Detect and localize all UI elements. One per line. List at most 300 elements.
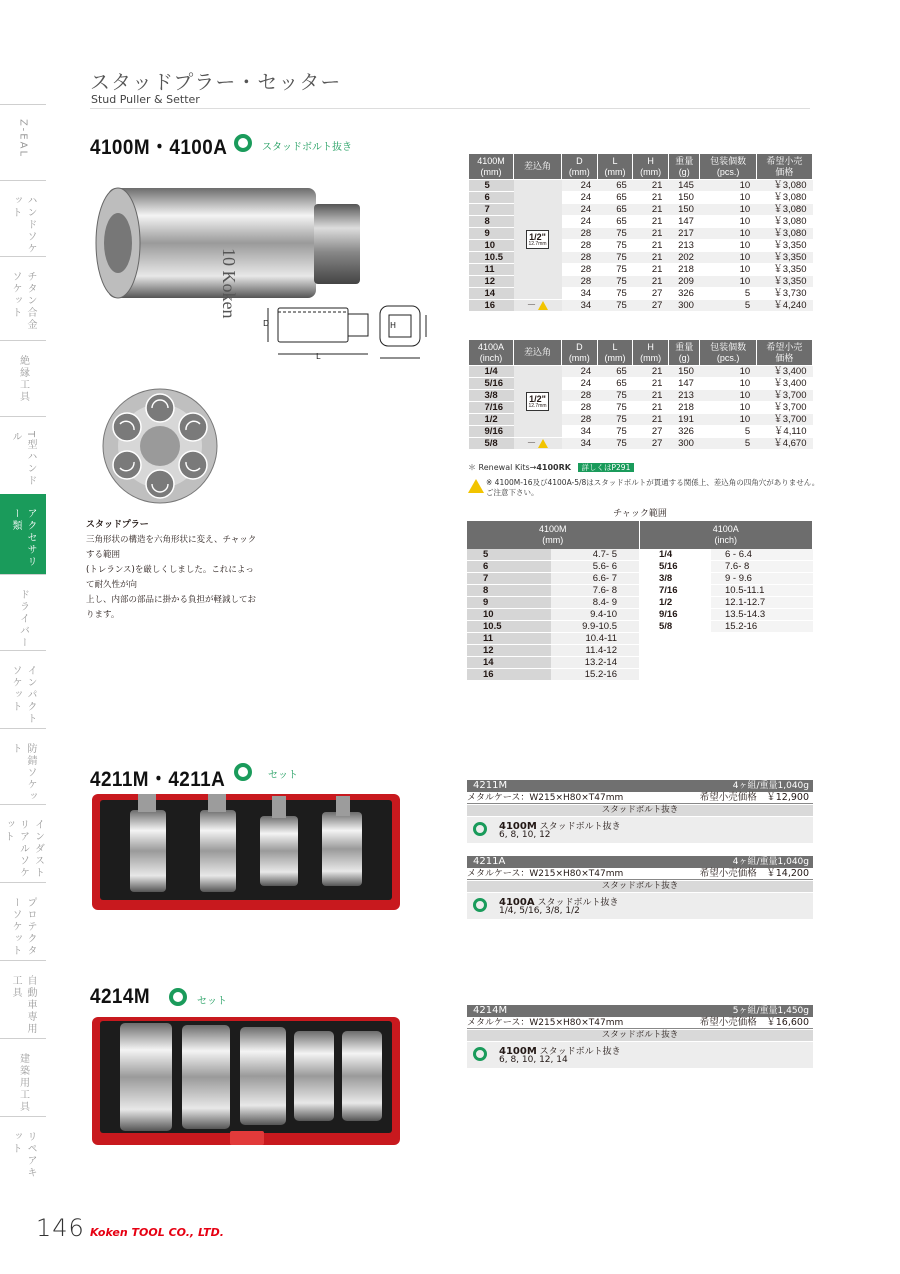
sidebar-tab[interactable] [0,960,46,1038]
chuck-size: 1/4 [639,549,711,561]
set-item-label: スタッドボルト抜き [539,822,621,832]
value-cell: 24 [562,378,598,390]
sidebar-tab-label: チタン合金ソケット [10,271,36,331]
category-sidebar [0,104,46,1179]
chuck-size: 11 [467,633,551,645]
size-cell: 12 [469,276,514,288]
sidebar-tab-label: ハンドソケット [10,195,36,255]
size-cell: 1/4 [469,366,514,378]
chuck-range: 9.4-10 [551,609,639,621]
size-cell: 5 [469,180,514,192]
set-code: 4211A [473,856,506,867]
value-cell: ￥4,670 [756,438,812,450]
table-row [467,669,813,681]
chuck-size: 10.5 [467,621,551,633]
page-subtitle: Stud Puller & Setter [91,93,200,106]
value-cell: 21 [633,264,669,276]
set-section-label: スタッドボルト抜き [467,805,813,816]
value-cell: 21 [633,216,669,228]
value-cell: 21 [633,204,669,216]
value-cell: 150 [668,366,700,378]
sidebar-tab-label: アクセサリー類 [10,508,36,568]
value-cell: 213 [668,390,700,402]
value-cell: ￥3,700 [756,390,812,402]
table-row [467,609,813,621]
warning-icon [538,301,548,310]
warning-line-2: ご注意下さい。 [486,488,539,497]
green-ring-icon [234,763,252,781]
set-contents [467,1042,813,1068]
sidebar-tab[interactable] [0,416,46,494]
chuck-head-a: 4100A (inch) [639,521,813,549]
column-header: 重量 (g) [668,340,700,366]
brand-logo: Koken TOOL CO., LTD. [90,1226,224,1239]
chuck-range: 12.1-12.7 [711,597,813,609]
chuck-head-m: 4100M (mm) [467,521,639,549]
chuck-size: 16 [467,669,551,681]
size-cell: 10 [469,240,514,252]
value-cell: 10 [700,366,756,378]
value-cell: ￥3,080 [756,204,812,216]
value-cell: 10 [700,378,756,390]
green-ring-icon [473,898,487,912]
value-cell: 24 [562,180,598,192]
value-cell: ￥3,350 [756,240,812,252]
value-cell: ￥3,080 [756,192,812,204]
value-cell: 218 [668,264,700,276]
column-header: 希望小売 価格 [756,340,812,366]
set-case: メタルケース：W215×H80×T47mm [467,793,624,803]
table-row [467,657,813,669]
chuck-size: 5/16 [639,561,711,573]
chuck-range: 10.4-11 [551,633,639,645]
set-4214-case-photo [90,1013,403,1155]
column-header: 差込角 [514,340,562,366]
set-case-row [467,868,813,880]
size-cell: 10.5 [469,252,514,264]
column-header: 包装個数 (pcs.) [700,154,756,180]
set-price: 希望小売価格 ￥12,900 [699,792,809,803]
sidebar-tab-label: 建築用工具 [17,1053,29,1113]
value-cell: ￥3,350 [756,252,812,264]
value-cell: 28 [562,252,598,264]
column-header: H (mm) [633,154,669,180]
value-cell: 75 [597,414,633,426]
value-cell: 27 [633,438,669,450]
sidebar-tab-label: プロテクターソケット [10,897,36,957]
value-cell: 10 [700,228,756,240]
sidebar-tab[interactable] [0,104,46,180]
sidebar-tab[interactable] [0,1116,46,1186]
sidebar-tab[interactable] [0,650,46,728]
column-header: 包装個数 (pcs.) [700,340,756,366]
sidebar-tab[interactable] [0,494,46,574]
value-cell: 10 [700,192,756,204]
value-cell: 21 [633,378,669,390]
value-cell: 147 [668,216,700,228]
value-cell: 65 [597,192,633,204]
chuck-range: 7.6- 8 [711,561,813,573]
set-contents [467,893,813,919]
value-cell: 75 [597,264,633,276]
value-cell: 28 [562,276,598,288]
chuck-size: 5/8 [639,621,711,633]
value-cell: 300 [668,438,700,450]
dim-h-label: H [390,321,397,330]
chuck-range: 6.6- 7 [551,573,639,585]
value-cell: 150 [668,192,700,204]
green-ring-icon [234,134,252,152]
chuck-size: 9/16 [639,609,711,621]
value-cell: 21 [633,276,669,288]
value-cell: 28 [562,402,598,414]
value-cell: 5 [700,438,756,450]
sidebar-tab-label: インダストリアルソケット [2,819,44,879]
dim-d-label: D [263,319,270,328]
drive-square-icon: 1/2" 12.7mm [528,232,547,247]
value-cell: 27 [633,288,669,300]
drive-cell-none: － [514,300,562,312]
value-cell: 34 [562,300,598,312]
value-cell: ￥3,080 [756,180,812,192]
value-cell: 75 [597,240,633,252]
product-model-4211: 4211M・4211A [90,768,226,791]
column-header: 希望小売 価格 [756,154,812,180]
set-price: 希望小売価格 ￥16,600 [699,1017,809,1028]
size-cell: 1/2 [469,414,514,426]
sidebar-tab[interactable] [0,728,46,804]
value-cell: 300 [668,300,700,312]
warning-note [486,478,819,498]
column-header: 重量 (g) [668,154,700,180]
size-cell: 6 [469,192,514,204]
table-row [467,621,813,633]
chuck-range-table [467,521,813,681]
value-cell: 75 [597,390,633,402]
value-cell: 75 [597,300,633,312]
chuck-size: 12 [467,645,551,657]
warning-icon [468,479,484,493]
value-cell: 75 [597,402,633,414]
value-cell: 34 [562,438,598,450]
sidebar-tab-label: リペアキット [10,1131,36,1179]
value-cell: 150 [668,204,700,216]
value-cell: ￥3,700 [756,414,812,426]
sidebar-tab-label: Z-EAL [17,119,29,159]
column-header: 差込角 [514,154,562,180]
table-row [467,549,813,561]
page-number: 146 [36,1214,85,1242]
value-cell: ￥4,240 [756,300,812,312]
set-item-code: 4100M [499,821,537,832]
value-cell: 191 [668,414,700,426]
value-cell: 10 [700,204,756,216]
size-cell: 16 [469,300,514,312]
value-cell: 28 [562,264,598,276]
sidebar-tab-label: T型ハンドル [10,431,36,488]
chuck-range: 5.6- 6 [551,561,639,573]
chuck-size: 3/8 [639,573,711,585]
value-cell: 21 [633,366,669,378]
green-ring-icon [473,822,487,836]
chuck-size: 9 [467,597,551,609]
description-line: (トレランス)を厳しくしました。これによって耐久性が向 [86,565,254,590]
value-cell: 28 [562,414,598,426]
set-sizes: 6, 8, 10, 12 [499,830,551,840]
chuck-size: 1/2 [639,597,711,609]
warning-line-1: ※ 4100M-16及び4100A-5/8はスタッドボルトが貫通する関係上、差込角の四角穴がありません。 [486,478,820,487]
product-model-4100: 4100M・4100A [90,136,228,159]
chuck-size: 10 [467,609,551,621]
spec-table-4100a [468,339,813,450]
size-cell: 7/16 [469,402,514,414]
drive-cell [514,180,562,300]
chuck-range: 9 - 9.6 [711,573,813,585]
set-header [467,856,813,868]
value-cell: 10 [700,240,756,252]
size-cell: 11 [469,264,514,276]
description-title: スタッドプラー [86,520,149,530]
chuck-size: 7 [467,573,551,585]
value-cell: 65 [597,204,633,216]
value-cell: 326 [668,288,700,300]
value-cell: 218 [668,402,700,414]
set-case: メタルケース：W215×H80×T47mm [467,1018,624,1028]
value-cell: 145 [668,180,700,192]
set-item-code: 4100A [499,897,535,908]
table-row [467,561,813,573]
description-line: 三角形状の構造を六角形状に変え、チャックする範囲 [86,535,257,560]
value-cell: ￥3,730 [756,288,812,300]
drive-cell [514,366,562,438]
value-cell: 75 [597,276,633,288]
value-cell: 24 [562,204,598,216]
dim-l-label: L [316,352,321,361]
value-cell: ￥3,700 [756,402,812,414]
table-row [467,585,813,597]
sidebar-tab[interactable] [0,256,46,340]
product-type-label: セット [197,996,227,1007]
sidebar-tab[interactable] [0,574,46,650]
value-cell: ￥3,080 [756,228,812,240]
value-cell: 21 [633,228,669,240]
table-row [469,180,813,192]
column-header: L (mm) [597,340,633,366]
value-cell: 10 [700,216,756,228]
value-cell: 10 [700,180,756,192]
chuck-size: 14 [467,657,551,669]
sidebar-tab-label: ドライバー [17,589,29,649]
value-cell: 213 [668,240,700,252]
chuck-range-title: チャック範囲 [613,509,667,519]
drive-square-icon: 1/2" 12.7mm [528,394,547,409]
column-header: D (mm) [562,340,598,366]
set-code: 4214M [473,1005,508,1016]
set-item-label: スタッドボルト抜き [539,1047,621,1057]
set-contents [467,817,813,843]
renewal-link[interactable]: 詳しくはP291 [578,463,635,472]
table-row [469,438,813,450]
chuck-size: 7/16 [639,585,711,597]
set-case-row [467,792,813,804]
header-rule [90,108,810,109]
value-cell: 65 [597,366,633,378]
table-row [467,573,813,585]
sidebar-tab-label: 絶縁工具 [17,355,29,403]
value-cell: ￥3,350 [756,264,812,276]
chuck-range: 8.4- 9 [551,597,639,609]
chuck-size: 8 [467,585,551,597]
page-title: スタッドプラー・セッター [90,70,342,94]
size-cell: 3/8 [469,390,514,402]
chuck-size: 6 [467,561,551,573]
description-line: 上し、内部の部品に掛かる負担が軽減しております。 [86,595,257,620]
value-cell: 21 [633,390,669,402]
sidebar-tab-label: 自動車専用工具 [10,975,36,1035]
value-cell: 21 [633,240,669,252]
size-cell: 8 [469,216,514,228]
set-header [467,1005,813,1017]
value-cell: 75 [597,288,633,300]
spec-table-4100m [468,153,813,312]
table-row [467,633,813,645]
size-cell: 7 [469,204,514,216]
chuck-cross-section-diagram [100,386,220,506]
value-cell: 28 [562,240,598,252]
value-cell: 10 [700,414,756,426]
table-header-row [469,154,813,180]
column-header: 4100M (mm) [469,154,514,180]
set-header [467,780,813,792]
value-cell: 21 [633,252,669,264]
product-description [86,518,262,623]
value-cell: 10 [700,252,756,264]
sidebar-tab[interactable] [0,180,46,256]
sidebar-tab[interactable] [0,340,46,416]
svg-text:10 Koken: 10 Koken [219,248,239,319]
product-type-label: セット [268,770,298,781]
value-cell: 27 [633,300,669,312]
value-cell: 326 [668,426,700,438]
value-cell: 10 [700,402,756,414]
set-count: 5ヶ組/重量1,450g [732,1006,809,1016]
product-model-4214: 4214M [90,985,151,1008]
set-item-code: 4100M [499,1046,537,1057]
value-cell: 5 [700,288,756,300]
size-cell: 14 [469,288,514,300]
value-cell: 21 [633,414,669,426]
value-cell: 65 [597,378,633,390]
value-cell: ￥3,400 [756,366,812,378]
value-cell: 209 [668,276,700,288]
green-ring-icon [169,988,187,1006]
value-cell: 28 [562,390,598,402]
value-cell: 5 [700,426,756,438]
value-cell: 34 [562,426,598,438]
value-cell: 65 [597,216,633,228]
value-cell: 5 [700,300,756,312]
renewal-kit-code: 4100RK [536,463,571,472]
value-cell: 21 [633,402,669,414]
sidebar-tab-label: 防錆ソケット [10,743,36,803]
set-case-row [467,1017,813,1029]
size-cell: 5/8 [469,438,514,450]
value-cell: 75 [597,426,633,438]
set-count: 4ヶ組/重量1,040g [732,781,809,791]
column-header: 4100A (inch) [469,340,514,366]
set-item-label: スタッドボルト抜き [537,898,619,908]
renewal-kits-note [468,462,634,473]
set-sizes: 1/4, 5/16, 3/8, 1/2 [499,906,580,916]
value-cell: ￥3,350 [756,276,812,288]
value-cell: 202 [668,252,700,264]
chuck-range: 15.2-16 [551,669,639,681]
chuck-size: 5 [467,549,551,561]
product-type-label: スタッドボルト抜き [262,142,352,153]
value-cell: 75 [597,228,633,240]
value-cell: 34 [562,288,598,300]
value-cell: 75 [597,252,633,264]
value-cell: 21 [633,192,669,204]
set-section-label: スタッドボルト抜き [467,881,813,892]
value-cell: 28 [562,228,598,240]
set-sizes: 6, 8, 10, 12, 14 [499,1055,568,1065]
set-section-label: スタッドボルト抜き [467,1030,813,1041]
chuck-range: 4.7- 5 [551,549,639,561]
value-cell: 27 [633,426,669,438]
value-cell: 21 [633,180,669,192]
sidebar-tab[interactable] [0,1038,46,1116]
chuck-range: 11.4-12 [551,645,639,657]
value-cell: 10 [700,276,756,288]
chuck-range: 13.2-14 [551,657,639,669]
table-header-row [467,521,813,549]
sidebar-tab[interactable] [0,804,46,882]
drive-cell-none: － [514,438,562,450]
table-row [469,366,813,378]
value-cell: ￥4,110 [756,426,812,438]
value-cell: 24 [562,216,598,228]
value-cell: 10 [700,264,756,276]
value-cell: ￥3,400 [756,378,812,390]
table-header-row [469,340,813,366]
set-case: メタルケース：W215×H80×T47mm [467,869,624,879]
value-cell: 24 [562,366,598,378]
size-cell: 9/16 [469,426,514,438]
value-cell: 75 [597,438,633,450]
column-header: L (mm) [597,154,633,180]
sidebar-tab[interactable] [0,882,46,960]
value-cell: 24 [562,192,598,204]
set-count: 4ヶ組/重量1,040g [732,857,809,867]
warning-icon [538,439,548,448]
renewal-label: ＊ Renewal Kits→ [468,463,537,472]
set-code: 4211M [473,780,508,791]
size-cell: 5/16 [469,378,514,390]
value-cell: 10 [700,390,756,402]
chuck-range: 10.5-11.1 [711,585,813,597]
sidebar-tab-label: インパクトソケット [10,665,36,725]
value-cell: 147 [668,378,700,390]
chuck-range: 7.6- 8 [551,585,639,597]
chuck-range: 13.5-14.3 [711,609,813,621]
column-header: H (mm) [633,340,669,366]
value-cell: 65 [597,180,633,192]
size-cell: 9 [469,228,514,240]
chuck-range: 15.2-16 [711,621,813,633]
column-header: D (mm) [562,154,598,180]
table-row [467,645,813,657]
